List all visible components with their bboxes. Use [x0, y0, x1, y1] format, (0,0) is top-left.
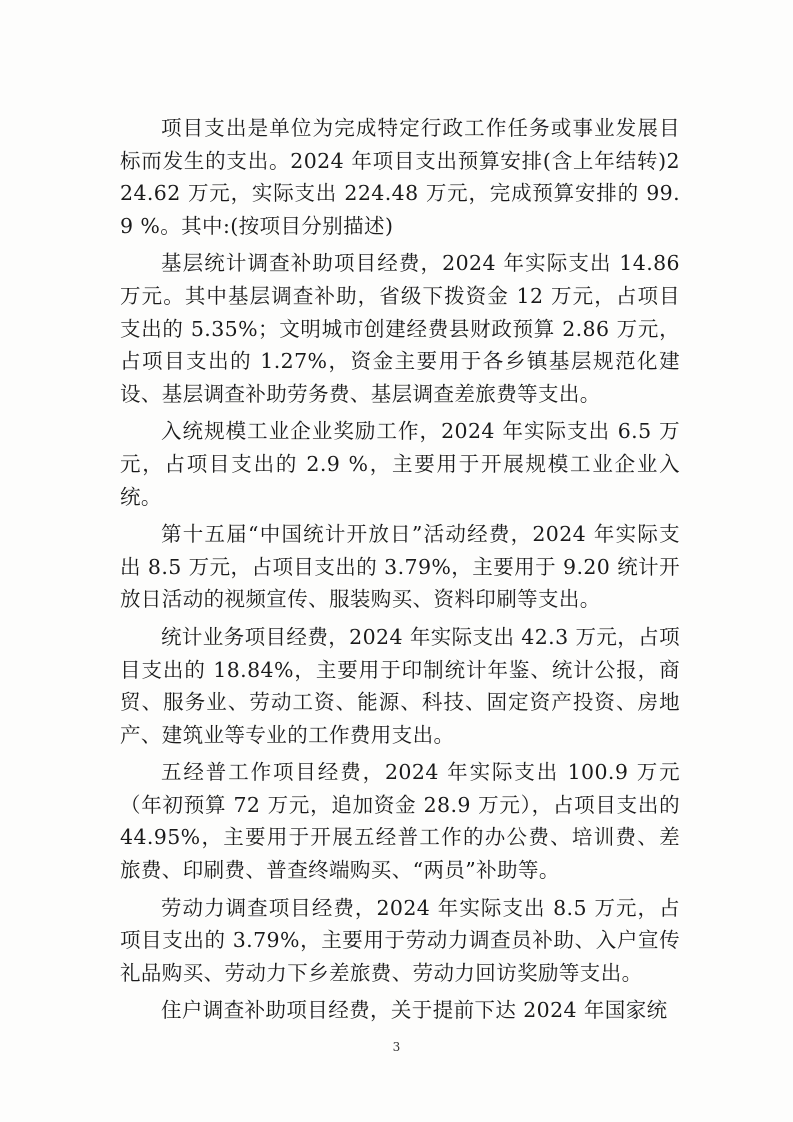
paragraph-grassroots-survey-subsidy: 基层统计调查补助项目经费，2024 年实际支出 14.86 万元。其中基层调查补助，省级下拨资金 12 万元，占项目支出的 5.35%；文明城市创建经费县财政预算 2.86 万元，占项目支出的 1.27%，资金主要用于各乡镇基层规范化建设、基层调查补助劳务费、基层调查差旅费等支出。 — [120, 251, 680, 406]
paragraph-statistics-business-funds: 统计业务项目经费，2024 年实际支出 42.3 万元，占项目支出的 18.84%，主要用于印制统计年鉴、统计公报，商贸、服务业、劳动工资、能源、科技、固定资产投资、房地产、建筑业等专业的工作费用支出。 — [120, 624, 680, 747]
paragraph-economic-census-funds: 五经普工作项目经费，2024 年实际支出 100.9 万元（年初预算 72 万元，追加资金 28.9 万元），占项目支出的 44.95%，主要用于开展五经普工作的办公费、培训费、差旅费、印刷费、普查终端购买、“两员”补助等。 — [120, 760, 680, 883]
document-body — [120, 112, 680, 1032]
paragraph-labor-force-survey: 劳动力调查项目经费，2024 年实际支出 8.5 万元，占项目支出的 3.79%，主要用于劳动力调查员补助、入户宣传礼品购买、劳动力下乡差旅费、劳动力回访奖励等支出。 — [120, 895, 680, 985]
page-number: 3 — [392, 1040, 401, 1054]
paragraph-household-survey-subsidy: 住户调查补助项目经费，关于提前下达 2024 年国家统 — [161, 998, 668, 1023]
paragraph-statistics-open-day: 第十五届“中国统计开放日”活动经费，2024 年实际支出 8.5 万元，占项目支出的 3.79%，主要用于 9.20 统计开放日活动的视频宣传、服装购买、资料印刷等支出。 — [120, 522, 680, 612]
paragraph-project-expenditure-overview: 项目支出是单位为完成特定行政工作任务或事业发展目标而发生的支出。2024 年项目支出预算安排(含上年结转)224.62 万元，实际支出 224.48 万元，完成预算安排的 99.9 %。其中:(按项目分别描述) — [120, 116, 680, 238]
paragraph-industrial-enterprise-reward: 入统规模工业企业奖励工作，2024 年实际支出 6.5 万元，占项目支出的 2.9 %，主要用于开展规模工业企业入统。 — [120, 419, 680, 509]
